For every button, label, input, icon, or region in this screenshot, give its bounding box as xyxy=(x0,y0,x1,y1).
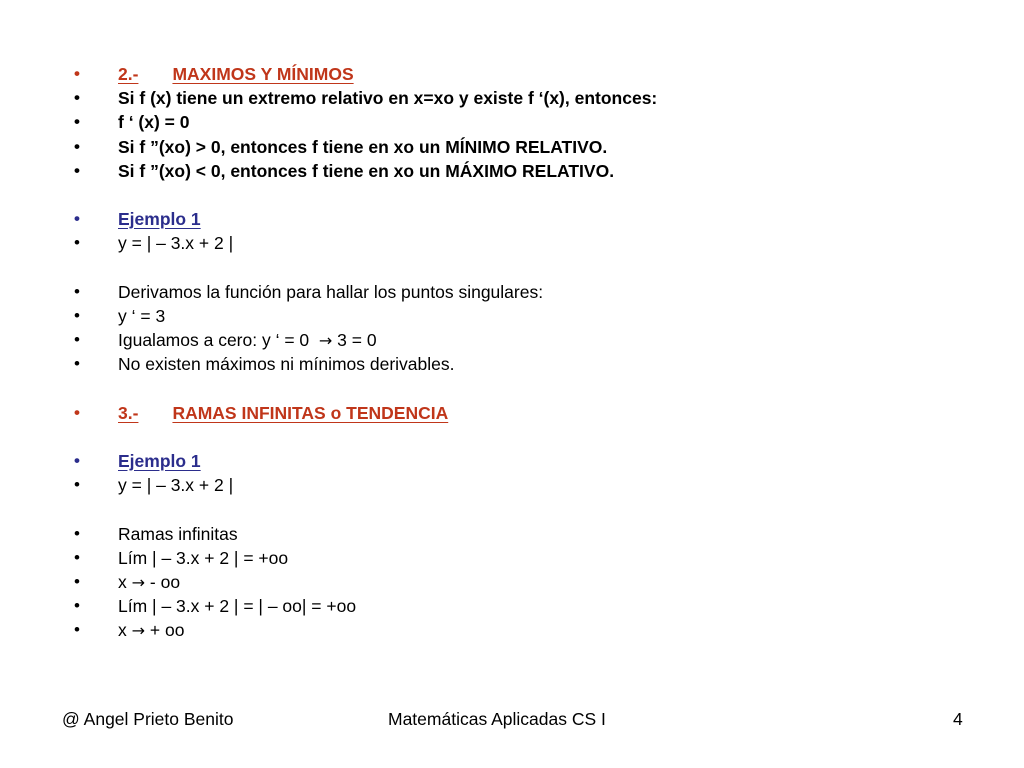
limit-text: Lím | – 3.x + 2 | = | – oo| = +oo xyxy=(118,596,357,617)
footer-course: Matemáticas Aplicadas CS I xyxy=(388,709,606,729)
spacer xyxy=(74,183,974,207)
bullet-icon: • xyxy=(74,354,80,374)
body-line xyxy=(74,352,974,376)
body-text: Ramas infinitas xyxy=(118,523,238,544)
function-line xyxy=(74,473,974,497)
bullet-list xyxy=(74,62,974,643)
bullet-icon: • xyxy=(74,596,80,616)
spacer xyxy=(74,497,974,521)
example-label xyxy=(74,449,974,473)
rule-text: f ‘ (x) = 0 xyxy=(118,112,190,133)
bullet-icon: • xyxy=(74,571,80,591)
bullet-icon: • xyxy=(74,475,80,495)
bullet-icon: • xyxy=(74,88,80,108)
tends-target: + oo xyxy=(149,620,185,641)
spacer xyxy=(74,425,974,449)
bullet-icon: • xyxy=(74,281,80,301)
body-line xyxy=(74,594,974,618)
body-text: Derivamos la función para hallar los puntos singulares: xyxy=(118,281,544,302)
bullet-icon: • xyxy=(74,112,80,132)
slide-footer xyxy=(0,706,1024,732)
section-title: MAXIMOS Y MÍNIMOS xyxy=(172,64,354,84)
function-text: y = | – 3.x + 2 | xyxy=(118,233,234,254)
body-line xyxy=(74,570,974,594)
rule-text: Si f ”(xo) > 0, entonces f tiene en xo un MÍNIMO RELATIVO. xyxy=(118,136,608,157)
bullet-icon: • xyxy=(74,547,80,567)
equate-prefix: Igualamos a cero: y ‘ = 0 xyxy=(118,330,310,351)
bullet-icon: • xyxy=(74,451,80,470)
body-line xyxy=(74,546,974,570)
page-number: 4 xyxy=(953,709,963,729)
footer-author: @ Angel Prieto Benito xyxy=(62,709,234,729)
rule-line xyxy=(74,110,974,134)
body-line xyxy=(74,328,974,352)
section-heading-text xyxy=(118,401,448,425)
bullet-icon: • xyxy=(74,64,80,83)
bullet-icon: • xyxy=(74,330,80,350)
rule-text: Si f (x) tiene un extremo relativo en x=xo y existe f ‘(x), entonces: xyxy=(118,88,658,109)
right-arrow-icon: → xyxy=(318,331,333,351)
bullet-icon: • xyxy=(74,136,80,156)
section-number: 2.- xyxy=(118,64,139,84)
bullet-icon: • xyxy=(74,402,80,422)
example-label-text: Ejemplo 1 xyxy=(118,209,201,230)
spacer xyxy=(74,376,974,400)
body-line xyxy=(74,280,974,304)
bullet-icon: • xyxy=(74,523,80,543)
bullet-icon: • xyxy=(74,233,80,253)
limit-text: Lím | – 3.x + 2 | = +oo xyxy=(118,547,289,568)
right-arrow-icon: → xyxy=(131,572,146,592)
equate-suffix: 3 = 0 xyxy=(337,330,377,351)
body-text: y ‘ = 3 xyxy=(118,305,166,326)
bullet-icon: • xyxy=(74,160,80,180)
body-text: No existen máximos ni mínimos derivables. xyxy=(118,354,455,375)
rule-line xyxy=(74,135,974,159)
spacer xyxy=(74,256,974,280)
body-line xyxy=(74,618,974,642)
rule-line xyxy=(74,86,974,110)
right-arrow-icon: → xyxy=(131,621,146,641)
body-line xyxy=(74,522,974,546)
body-line xyxy=(74,304,974,328)
tends-var: x xyxy=(118,620,127,641)
section-heading-ramas xyxy=(74,401,974,425)
function-line xyxy=(74,231,974,255)
section-heading-text xyxy=(118,62,354,86)
section-title: RAMAS INFINITAS o TENDENCIA xyxy=(172,402,449,423)
example-label xyxy=(74,207,974,231)
example-label-text: Ejemplo 1 xyxy=(118,451,201,471)
tends-text xyxy=(118,570,180,595)
bullet-icon: • xyxy=(74,209,80,229)
tends-var: x xyxy=(118,571,127,592)
bullet-icon: • xyxy=(74,305,80,325)
rule-text: Si f ”(xo) < 0, entonces f tiene en xo un MÁXIMO RELATIVO. xyxy=(118,160,615,181)
bullet-icon: • xyxy=(74,620,80,640)
body-text xyxy=(118,328,377,353)
section-heading-maximos xyxy=(74,62,974,86)
section-number: 3.- xyxy=(118,402,139,423)
tends-text xyxy=(118,618,184,643)
function-text: y = | – 3.x + 2 | xyxy=(118,475,234,496)
rule-line xyxy=(74,159,974,183)
tends-target: - oo xyxy=(149,571,181,592)
